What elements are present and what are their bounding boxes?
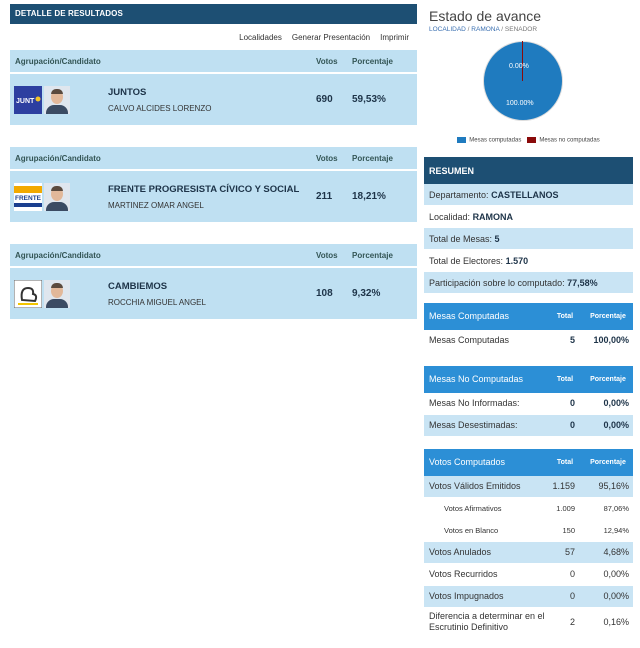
candidate-photo [44, 280, 70, 308]
logos [10, 86, 108, 114]
section-header: Mesas No Computadas Total Porcentaje [424, 366, 633, 393]
candidate-name: CALVO ALCIDES LORENZO [108, 103, 212, 113]
table-header [10, 244, 417, 268]
candidate-name: ROCCHIA MIGUEL ANGEL [108, 297, 206, 307]
col-agrupacion: Agrupación/Candidato [15, 153, 101, 163]
estado-title: Estado de avance [429, 8, 542, 24]
table-row [10, 171, 417, 222]
logos [10, 280, 108, 308]
generar-presentacion-link[interactable]: Generar Presentación [291, 32, 371, 42]
pie-legend [424, 137, 633, 144]
table-row: Mesas Desestimadas: 0 0,00% [424, 415, 633, 437]
col-porcentaje: Porcentaje [352, 250, 393, 260]
table-row: Votos Anulados 57 4,68% [424, 542, 633, 564]
toolbar [10, 24, 417, 50]
percent-value: 59,53% [352, 94, 386, 105]
detalle-header: DETALLE DE RESULTADOS [10, 4, 417, 24]
name-col [108, 281, 316, 307]
party-name: CAMBIEMOS [108, 280, 168, 292]
result-table [10, 244, 417, 319]
table-row: Votos en Blanco 150 12,94% [424, 520, 633, 542]
table-header [10, 50, 417, 74]
percent-value: 9,32% [352, 288, 381, 299]
avance-pie-chart [424, 33, 633, 133]
votes-value: 108 [316, 288, 333, 299]
juntos-logo-icon [14, 86, 42, 114]
detalle-panel [10, 4, 417, 319]
name-col [108, 87, 316, 113]
party-name: JUNTOS [108, 86, 147, 98]
col-votos: Votos [316, 153, 338, 163]
result-table [10, 147, 417, 222]
candidate-photo [44, 86, 70, 114]
localidad-row: Localidad: RAMONA [424, 206, 633, 228]
table-row [10, 268, 417, 319]
col-porcentaje: Porcentaje [352, 153, 393, 163]
legend-computadas: Mesas computadas [457, 137, 521, 144]
pie-slice-no-computadas [522, 41, 523, 81]
table-row: Mesas Computadas 5 100,00% [424, 330, 633, 352]
pie-slice-computadas [483, 41, 563, 121]
col-agrupacion: Agrupación/Candidato [15, 56, 101, 66]
section-header: Votos Computados Total Porcentaje [424, 449, 633, 476]
breadcrumb-ramona[interactable]: RAMONA [471, 26, 500, 33]
breadcrumb: LOCALIDAD / RAMONA / SENADOR [429, 26, 538, 33]
result-table [10, 50, 417, 125]
candidate-name: MARTINEZ OMAR ANGEL [108, 200, 204, 210]
party-name: FRENTE PROGRESISTA CÍVICO Y SOCIAL [108, 183, 300, 195]
mesas-no-computadas-section [424, 366, 633, 437]
legend-no-computadas: Mesas no computadas [527, 137, 599, 144]
frente-logo-icon [14, 183, 42, 211]
breadcrumb-senador: SENADOR [504, 26, 538, 33]
estado-panel [424, 4, 633, 638]
col-votos: Votos [316, 250, 338, 260]
table-row: Votos Válidos Emitidos 1.159 95,16% [424, 476, 633, 498]
votes-value: 690 [316, 94, 333, 105]
col-votos: Votos [316, 56, 338, 66]
section-header: Mesas Computadas Total Porcentaje [424, 303, 633, 330]
name-col [108, 184, 316, 210]
table-row: Mesas No Informadas: 0 0,00% [424, 393, 633, 415]
table-row [10, 74, 417, 125]
participacion-row: Participación sobre lo computado: 77,58% [424, 272, 633, 294]
col-porcentaje: Porcentaje [352, 56, 393, 66]
breadcrumb-localidad[interactable]: LOCALIDAD [429, 26, 466, 33]
logos [10, 183, 108, 211]
svg-text:FRENTE: FRENTE [15, 194, 41, 202]
total-mesas-row: Total de Mesas: 5 [424, 228, 633, 250]
candidate-photo [44, 183, 70, 211]
mesas-computadas-section [424, 303, 633, 352]
svg-text:JUNT: JUNT [16, 97, 35, 105]
table-row: Votos Afirmativos 1.009 87,06% [424, 498, 633, 520]
votos-computados-section [424, 449, 633, 638]
localidades-link[interactable]: Localidades [239, 32, 282, 42]
departamento-row: Departamento: CASTELLANOS [424, 184, 633, 206]
table-row: Votos Impugnados 0 0,00% [424, 586, 633, 608]
pie-label-no-computadas: 0.00% [509, 63, 529, 70]
percent-value: 18,21% [352, 191, 386, 202]
col-agrupacion: Agrupación/Candidato [15, 250, 101, 260]
votes-value: 211 [316, 191, 333, 202]
resumen-header: RESUMEN [424, 157, 633, 184]
table-header [10, 147, 417, 171]
pie-label-computadas: 100.00% [506, 100, 534, 107]
total-electores-row: Total de Electores: 1.570 [424, 250, 633, 272]
table-row: Votos Recurridos 0 0,00% [424, 564, 633, 586]
table-row: Diferencia a determinar en el Escrutinio Definitivo 2 0,16% [424, 608, 633, 638]
imprimir-link[interactable]: Imprimir [380, 32, 409, 42]
cambiemos-logo-icon [14, 280, 42, 308]
